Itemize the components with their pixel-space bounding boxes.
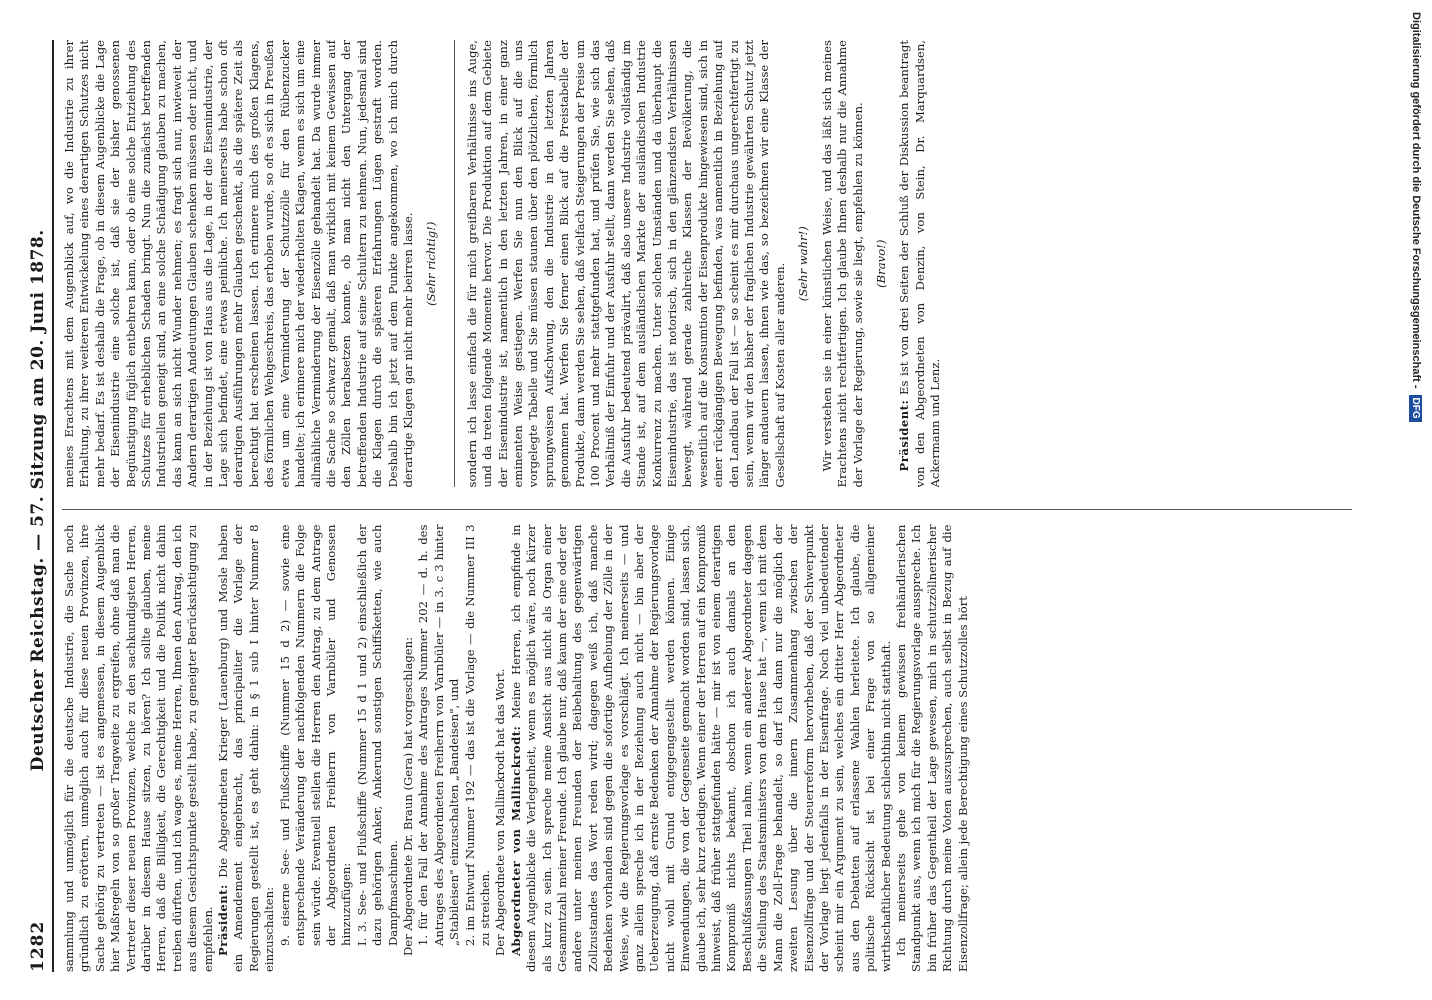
paragraph [216, 525, 278, 973]
paragraph-text: Es ist von drei Seiten der Schluß der Diskussion beantragt von den Abgeordneten von Denzin, von Stein, Dr. Marquardsen, Ackermann und Lenz. [897, 40, 943, 488]
divider [454, 40, 455, 488]
paragraph [509, 525, 894, 973]
paragraph: Wir verstehen sie in einer künstlichen Weise, und das läßt sich meines Erachtens nicht rechtfertigen. Ich glaube Ihnen deshalb nur die Annahme der Vorlage der Regierung, sowie sie liegt, empfehlen zu können. [819, 40, 865, 488]
interjection: (Sehr wahr!) [796, 226, 811, 302]
list-item: 2. im Entwurf Nummer 192 — das ist die Vorlage — die Nummer III 3 zu streichen. [462, 524, 492, 946]
paragraph-text: Die Abgeordneten Krieger (Lauenburg) und Mosle haben ein Amendement eingebracht, das principaliter die Vorlage der Regierungen gestellt ist, es geht dahin: in § 1 sub I hinter Nummer 8 einzuschalten: [216, 524, 277, 972]
list-item: I. 3. See- und Flußschiffe (Nummer 15 d 1 und 2) einschließlich der dazu gehörigen Anker, Ankerund sonstigen Schiffsketten, wie auch Dampfmaschinen. [354, 524, 400, 946]
paragraph: Der Abgeordnete Dr. Braun (Gera) hat vorgeschlagen: [400, 636, 415, 956]
speaker-name: Präsident: [216, 884, 231, 956]
dfg-credit [1400, 0, 1432, 1000]
list-item: 9. eiserne See- und Flußschiffe (Nummer 15 d 2) — sowie eine entsprechende Veränderung der nachfolgenden Nummern die Folge sein würde. Eventuell stellen die Herren den Antrag, zu dem Antrage der Abgeordneten Freiherrn von Varnbüler und Genossen hinzuzufügen: [277, 524, 354, 946]
paragraph: Der Abgeordnete von Mallinckrodt hat das Wort. [493, 668, 508, 956]
page-header [28, 40, 54, 972]
left-column [62, 510, 1352, 973]
running-title: Deutscher Reichstag. — 57. Sitzung am 20. Juni 1878. [28, 229, 48, 772]
paragraph: sammlung und unmöglich für die deutsche Industrie, die Sache noch gründlich zu erörtern, unmöglich auch für diese neuen Provinzen, ihre Sache gehörig zu vertreten — ist es angemessen, in diesem Augenblick hier Maßregeln von so großer Tragweite zu ergreifen, ohne daß man die Vertreter dieser neuen Provinzen, welche zu den sachkundigsten Herren, darüber in diesem Hause sitzen, zu hören? Ich sollte glauben, meine Herren, daß die Billigkeit, die Gerechtigkeit und die Politik nicht dahin treiben dürften, und ich wage es, meine Herren, Ihnen den Antrag, den ich aus diesem Gesichtspunkte gestellt habe, zu geneigter Berücksichtigung zu empfehlen. [62, 524, 215, 972]
paragraph: Ich meinerseits gehe von keinem gewissen freihändlerischen Standpunkt aus, wenn ich mich für die Regierungsvorlage ausspreche. Ich bin früher das Gegentheil der Lage gewesen, mich in schutzzöllnerischer Richtung durch meine Voten auszusprechen, auch selbst in Bezug auf die Eisenzollfrage; allein jede Berechtigung eines Schutzzolles hört [893, 524, 970, 972]
paragraph-text: Meine Herren, ich empfinde in diesem Augenblicke die Verlegenheit, wenn es möglich wäre, noch kürzer als kurz zu sein. Ich spreche meine Ansicht aus nicht als Organ einer Gesammtzahl meiner Freunde. Ich glaube nur, daß kaum der eine oder der andere unter meinen Freunden der Beibehaltung des gegenwärtigen Zollzustandes das Wort reden wird; dagegen weiß ich, daß manche Bedenken vorhanden sind gegen die sofortige Aufhebung der Zölle in der Weise, wie die Regierungsvorlage es vorschlägt. Ich meinerseits — und ganz allein spreche ich in der Beziehung auch nicht — bin aber der Ueberzeugung, daß ernste Bedenken der Annahme der Regierungsvorlage nicht wohl mit Grund entgegengestellt werden können. Einige Einwendungen, die von der Gegenseite gemacht worden sind, lassen sich, glaube ich, sehr kurz erledigen. Wenn einer der Herren auf ein Kompromiß hinweist, daß früher stattgefunden hätte — mir ist von einem derartigen Kompromiß nichts bekannt, obschon ich auch damals an den Beschlußfassungen Theil nahm, wenn ein anderer Abgeordneter dagegen die Stellung des Staatsministers von dem Hause hat —, wenn ich mit dem Mann die Zoll-Frage behandelt, so darf ich dann nur die möglich der zweiten Lesung über die innern Zusammenhang zwischen der Eisenzollfrage und der Steuerreform hervorheben, daß der Schwerpunkt der Vorlage liegt jedenfalls in der Eisenfrage. Noch viel unbedeutender scheint mir ein Argument zu sein, welches ein dritter Herr Abgeordneter aus den Debatten auf erlassene Wahlen herleitete. Ich glaube, die politische Rücksicht ist bei einer Frage von so allgemeiner wirthschaftlicher Bedeutung schlechthin nicht statthaft. [508, 524, 893, 972]
page-number: 1282 [28, 920, 48, 972]
right-column [62, 40, 1352, 488]
dfg-sidebar [1400, 0, 1432, 1000]
list-item: 1. für den Fall der Annahme des Antrages Nummer 202 — d. h. des Antrages des Abgeordneten Freiherrn von Varnbüler — in 3. c 3 hinter „Stabileisen" einzuschalten „Bandeisen", und [416, 524, 462, 946]
paragraph: meines Erachtens mit dem Augenblick auf, wo die Industrie zu ihrer Erhaltung, zu ihrer weiteren Entwickelung eines derartigen Schutzes nicht mehr bedarf. Es ist deshalb die Frage, ob in diesem Augenblicke die Lage der Eisenindustrie eine solche ist, daß sie der bisher genossenen Begünstigung füglich entbehren kann, oder ob eine solche Entziehung des Schutzes für erheblichen Schaden bringt. Nun die zunächst betreffenden Industriellen geneigt sind, an eine solche Schädigung glauben zu machen, das kann an sich nicht Wunder nehmen; es fragt sich nur, inwieweit der Andern derartigen Andeutungen Glauben schenken müssen oder nicht, und in der Beziehung ist von Haus aus die Lage, in der die Eisenindustrie, der Lage sich befindet, eine etwas peinliche. Ich meinerseits habe schon oft derartigen Ausführungen mehr Glauben geschenkt, als die spätere Zeit als berechtigt hat erscheinen lassen. Ich erinnere mich des großen Klagens, des förmlichen Wehgeschreis, das erhoben wurde, so oft es sich in Preußen etwa um eine Verminderung der Schutzzölle für den Rübenzucker handelte; ich erinnere mich der wiederholten Klagen, wenn es sich um eine allmähliche Verminderung der Eisenzölle gehandelt hat. Da wurde immer die Sache so schwarz gemalt, daß man wirklich mit keinem Gewissen auf den Zöllen herabsetzen konnte, ob man nicht den Untergang der betreffenden Industrie auf seine Schultern zu nehmen. Nun, jedesmal sind die Klagen durch die späteren Erfahrungen Lügen gestraft worden. Deshalb bin ich jetzt auf dem Punkte angekommen, wo ich mich durch derartige Klagen gar nicht mehr beirren lasse. [62, 40, 415, 488]
speaker-name: Abgeordneter von Mallinckrodt: [508, 725, 523, 956]
speaker-name: Präsident: [897, 399, 912, 472]
interjection: (Sehr richtig!) [424, 221, 439, 306]
paragraph: sondern ich lasse einfach die für mich greifbaren Verhältnisse ins Auge, und da treten folgende Momente hervor. Die Produktion auf dem Gebiete der Eisenindustrie ist, namentlich in den letzten Jahren, in einer ganz eminenten Weise gestiegen. Werfen Sie nun den Blick auf die uns vorgelegte Tabelle und Sie müssen staunen über den plötzlichen, förmlich sprungweisen Aufschwung, den die Industrie in den letzten Jahren genommen hat. Werfen Sie ferner einen Blick auf die Preistabelle der Produkte, dann werden Sie sehen, daß vielfach Steigerungen der Preise um 100 Procent und mehr stattgefunden hat, und prüfen Sie, wie sich das Verhältniß der Einfuhr und der Ausfuhr stellt, dann werden Sie sehen, daß die Ausfuhr bedeutend prävalirt, daß also unsere Industrie vollständig im Stande ist, auf dem ausländischen Markte der ausländischen Industrie Konkurrenz zu machen. Unter solchen Umständen und da überhaupt die Eisenindustrie, das ist notorisch, sich in den glänzendsten Verhältnissen bewegt, während gerade zahlreiche Klassen der Bevölkerung, die wesentlich auf die Konsumtion der Eisenprodukte hingewiesen sind, sich in einer rückgängigen Bewegung befinden, was namentlich in Beziehung auf den Landbau der Fall ist — so scheint es mir durchaus ungerechtfertigt zu sein, wenn wir den bisher der fraglichen Industrie gewährten Schutz jetzt länger andauern lassen, ihnen wie das, so bezeichnen wir eine Klasse der Gesellschaft auf Kosten aller anderen. [464, 40, 787, 488]
dfg-logo: DFG [1410, 395, 1423, 422]
text-columns [62, 40, 1352, 972]
paragraph [897, 40, 943, 488]
dfg-credit-text: Digitalisierung gefördert durch die Deutsche Forschungsgemeinschaft - [1410, 12, 1422, 389]
interjection: (Bravo!) [873, 239, 888, 288]
